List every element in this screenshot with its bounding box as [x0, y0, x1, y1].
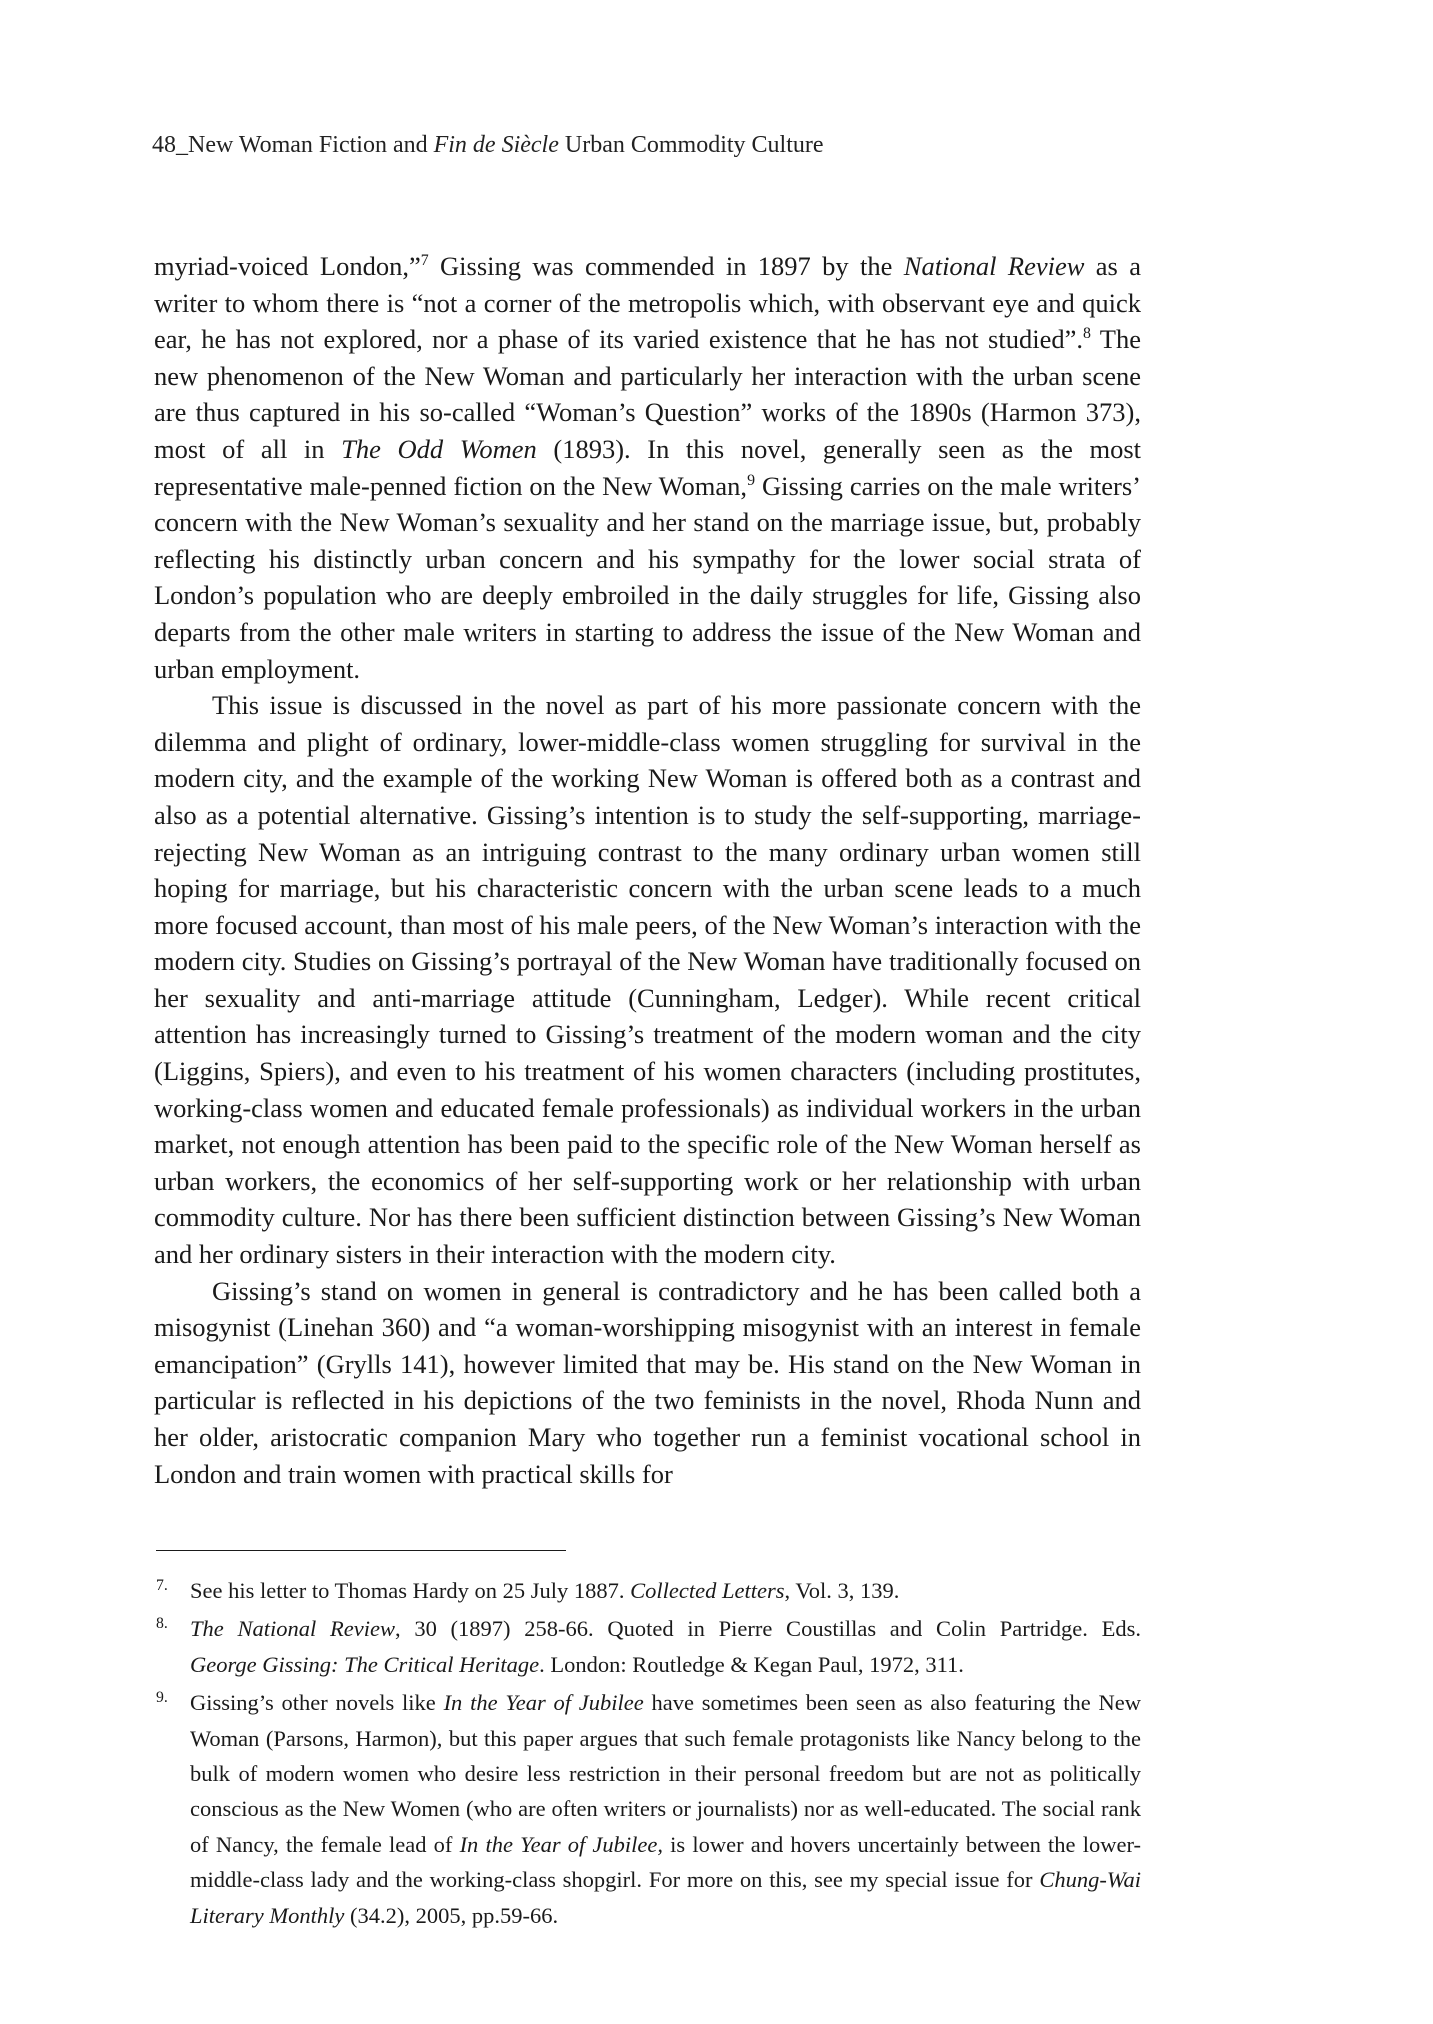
fn9-text-g: (34.2), 2005, pp.59-66. [344, 1902, 559, 1928]
paragraph-3: Gissing’s stand on women in general is contradictory and he has been called both a misogynist (Linehan 360) and “a woman-worshipping misogynist with an interest in female emancipation” (Grylls 141), however limited that may be. His stand on the New Woman in particular is reflected in his depictions of the two feminists in the novel, Rhoda Nunn and her older, aristocratic companion Mary who together run a feminist vocational school in London and train women with practical skills for [154, 1275, 1141, 1489]
p1-title-odd-women: The Odd Women [341, 433, 537, 464]
paragraph-2: This issue is discussed in the novel as part of his more passionate concern with the dilemma and plight of ordinary, lower-middle-class women struggling for survival in the modern city, and the example of the working New Woman is offered both as a contrast and also as a potential alternative. Gissing’s intention is to study the self-supporting, marriage-rejecting New Woman as an intriguing contrast to the many ordinary urban women still hoping for marriage, but his characteristic concern with the urban scene leads to a much more focused account, than most of his male peers, of the New Woman’s interaction with the modern city. Studies on Gissing’s portrayal of the New Woman have traditionally focused on her sexuality and anti-marriage attitude (Cunningham, Ledger). While recent critical attention has increasingly turned to Gissing’s treatment of the modern woman and the city (Liggins, Spiers), and even to his treatment of his women characters (including prostitutes, working-class women and educated female professionals) as individual workers in the urban market, not enough attention has been paid to the specific role of the New Woman herself as urban workers, the economics of her self-supporting work or her relationship with urban commodity culture. Nor has there been sufficient distinction between Gissing’s New Woman and her ordinary sisters in their interaction with the modern city. [154, 690, 1141, 1270]
fn9-title-2: In the Year of Jubilee, [459, 1831, 663, 1857]
p1-title-national-review: National Review [903, 251, 1085, 281]
p1-text-a: myriad-voiced London,” [154, 251, 421, 281]
p1-text-e: The new phenomenon of the New Woman and particularly her interaction with the urban scene are thus captured in his so-called “Woman’s Question” works of the 1890s (Harmon 373), most of all in [154, 324, 1141, 464]
footnote-9 [156, 1685, 1141, 1933]
running-header [152, 130, 1152, 160]
fn9-text-a: Gissing’s other novels like [190, 1690, 444, 1716]
footnote-ref-9: 9 [747, 471, 756, 489]
fn9-text-c: have sometimes been seen as also featuring the New Woman (Parsons, Harmon), but this paper argues that such female protagonists like Nancy belong to the bulk of modern women who desire less restriction in their personal freedom but are not as politically conscious as the New Women (who are often writers or journalists) nor as well-educated. The social rank of Nancy, the female lead of [190, 1690, 1141, 1857]
fn8-text-d: . London: Routledge & Kegan Paul, 1972, 311. [539, 1651, 964, 1677]
fn9-journal-title: Chung-Wai Literary Monthly [190, 1867, 1141, 1928]
fn8-journal-title: The National Review [190, 1616, 395, 1642]
footnote-7 [156, 1573, 1141, 1608]
header-title-end: Urban Commodity Culture [558, 132, 824, 158]
fn7-text-a: See his letter to Thomas Hardy on 25 July 1887. [190, 1578, 631, 1603]
fn8-book-title: George Gissing: The Critical Heritage [190, 1651, 540, 1677]
p1-text-g: (1893). In this novel, generally seen as the most representative male-penned fiction on the New Woman, [154, 433, 1141, 501]
header-title-start: New Woman Fiction and [188, 132, 434, 158]
footnote-8 [156, 1611, 1141, 1682]
footnote-ref-7: 7 [420, 252, 429, 270]
footnote-number: 7. [156, 1577, 168, 1594]
paragraph-1 [154, 248, 1141, 687]
fn9-text-e: is lower and hovers uncertainly between the lower-middle-class lady and the working-class shopgirl. For more on this, see my special issue for [190, 1831, 1141, 1893]
footnotes [156, 1573, 1141, 1936]
header-separator: _ [176, 132, 188, 158]
header-title-italic: Fin de Siècle [433, 132, 559, 158]
fn9-title-1: In the Year of Jubilee [443, 1690, 644, 1716]
body-text [154, 248, 1141, 1492]
fn8-line-1 [190, 1611, 1141, 1646]
fn7-title: Collected Letters [630, 1578, 785, 1603]
footnote-number: 9. [156, 1689, 168, 1707]
fn8-line-2 [190, 1647, 1141, 1682]
p1-text-b: Gissing was commended in 1897 by the [428, 251, 904, 281]
footnote-number: 8. [156, 1615, 168, 1633]
p1-text-h: Gissing carries on the male writers’ concern with the New Woman’s sexuality and her stand on the marriage issue, but, probably reflecting his distinctly urban concern and his sympathy for the lower social strata of London’s population who are deeply embroiled in the daily struggles for life, Gissing also departs from the other male writers in starting to address the issue of the New Woman and urban employment. [154, 470, 1141, 684]
fn8-text-b: , 30 (1897) 258-66. Quoted in Pierre Coustillas and Colin Partridge. Eds. [394, 1616, 1141, 1642]
page-number: 48 [152, 132, 176, 158]
footnote-ref-8: 8 [1082, 325, 1091, 343]
footnote-divider [156, 1550, 566, 1551]
p1-text-d: as a writer to whom there is “not a corner of the metropolis which, with observant eye and quick ear, he has not explored, nor a phase of its varied existence that he has not studied”. [154, 251, 1141, 355]
fn7-text-c: , Vol. 3, 139. [784, 1578, 900, 1603]
